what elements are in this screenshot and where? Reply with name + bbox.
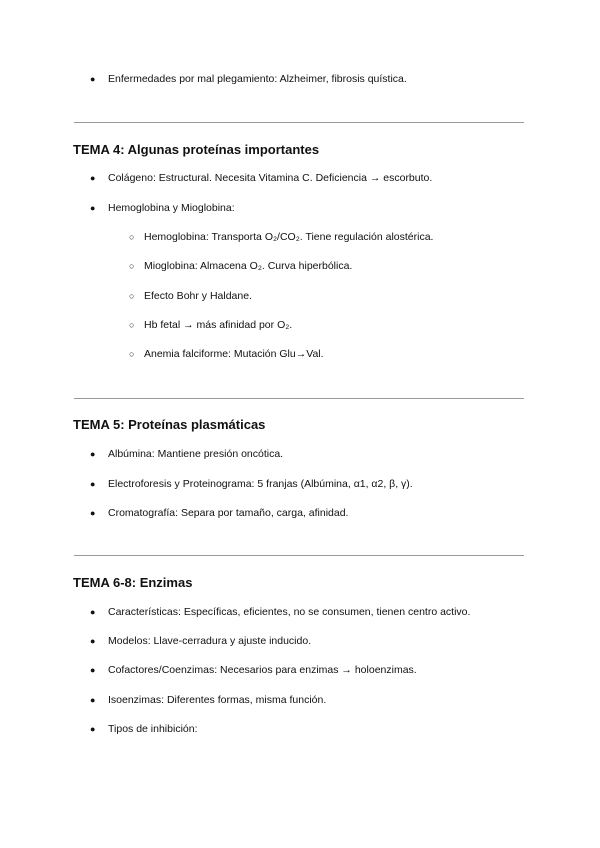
bullet-icon: ● bbox=[90, 665, 96, 675]
list-item bbox=[90, 447, 284, 461]
bullet-icon: ● bbox=[90, 695, 96, 705]
list-item bbox=[90, 72, 407, 86]
section-divider bbox=[74, 122, 524, 123]
sub-bullet-icon: ○ bbox=[129, 291, 135, 301]
section-divider bbox=[74, 555, 524, 556]
sub-bullet-icon: ○ bbox=[129, 261, 135, 271]
sub-list-item-text: Mioglobina: Almacena O₂. Curva hiperbólica. bbox=[144, 260, 353, 272]
list-item bbox=[90, 693, 327, 707]
sub-list-item bbox=[129, 230, 434, 244]
list-item-text: Modelos: Llave-cerradura y ajuste inducido. bbox=[108, 635, 312, 647]
list-item bbox=[90, 722, 198, 736]
list-item-text: Cofactores/Coenzimas: Necesarios para enzimas → holoenzimas. bbox=[108, 664, 417, 676]
list-item bbox=[90, 634, 312, 648]
sub-list-item-text: Anemia falciforme: Mutación Glu→Val. bbox=[144, 348, 324, 360]
list-item bbox=[90, 477, 413, 491]
list-item bbox=[90, 663, 417, 677]
bullet-icon: ● bbox=[90, 203, 96, 213]
list-item bbox=[90, 171, 433, 185]
bullet-icon: ● bbox=[90, 74, 96, 84]
list-item-text: Tipos de inhibición: bbox=[108, 723, 198, 735]
sub-list-item-text: Efecto Bohr y Haldane. bbox=[144, 290, 252, 302]
sub-list-item bbox=[129, 289, 252, 303]
sub-bullet-icon: ○ bbox=[129, 232, 135, 242]
list-item-text: Isoenzimas: Diferentes formas, misma función. bbox=[108, 694, 327, 706]
bullet-icon: ● bbox=[90, 724, 96, 734]
list-item-text: Albúmina: Mantiene presión oncótica. bbox=[108, 448, 284, 460]
list-item bbox=[90, 201, 235, 215]
bullet-icon: ● bbox=[90, 449, 96, 459]
section-heading-tema-5: TEMA 5: Proteínas plasmáticas bbox=[73, 417, 266, 432]
sub-list-item-text: Hemoglobina: Transporta O₂/CO₂. Tiene regulación alostérica. bbox=[144, 231, 434, 243]
list-item-text: Cromatografía: Separa por tamaño, carga, afinidad. bbox=[108, 507, 349, 519]
list-item-text: Electroforesis y Proteinograma: 5 franjas (Albúmina, α1, α2, β, γ). bbox=[108, 478, 413, 490]
bullet-icon: ● bbox=[90, 607, 96, 617]
section-heading-tema-6-8: TEMA 6-8: Enzimas bbox=[73, 575, 193, 590]
sub-list-item bbox=[129, 347, 324, 361]
section-divider bbox=[74, 398, 524, 399]
list-item bbox=[90, 506, 349, 520]
bullet-icon: ● bbox=[90, 636, 96, 646]
bullet-icon: ● bbox=[90, 508, 96, 518]
section-heading-tema-4: TEMA 4: Algunas proteínas importantes bbox=[73, 142, 320, 157]
list-item-text: Enfermedades por mal plegamiento: Alzheimer, fibrosis quística. bbox=[108, 73, 407, 85]
bullet-icon: ● bbox=[90, 479, 96, 489]
sub-bullet-icon: ○ bbox=[129, 349, 135, 359]
sub-list-item bbox=[129, 318, 293, 332]
list-item-text: Características: Específicas, eficientes, no se consumen, tienen centro activo. bbox=[108, 606, 471, 618]
sub-bullet-icon: ○ bbox=[129, 320, 135, 330]
list-item-text: Colágeno: Estructural. Necesita Vitamina C. Deficiencia → escorbuto. bbox=[108, 172, 433, 184]
list-item bbox=[90, 605, 471, 619]
bullet-icon: ● bbox=[90, 173, 96, 183]
sub-list-item bbox=[129, 259, 353, 273]
sub-list-item-text: Hb fetal → más afinidad por O₂. bbox=[144, 319, 293, 331]
list-item-text: Hemoglobina y Mioglobina: bbox=[108, 202, 235, 214]
